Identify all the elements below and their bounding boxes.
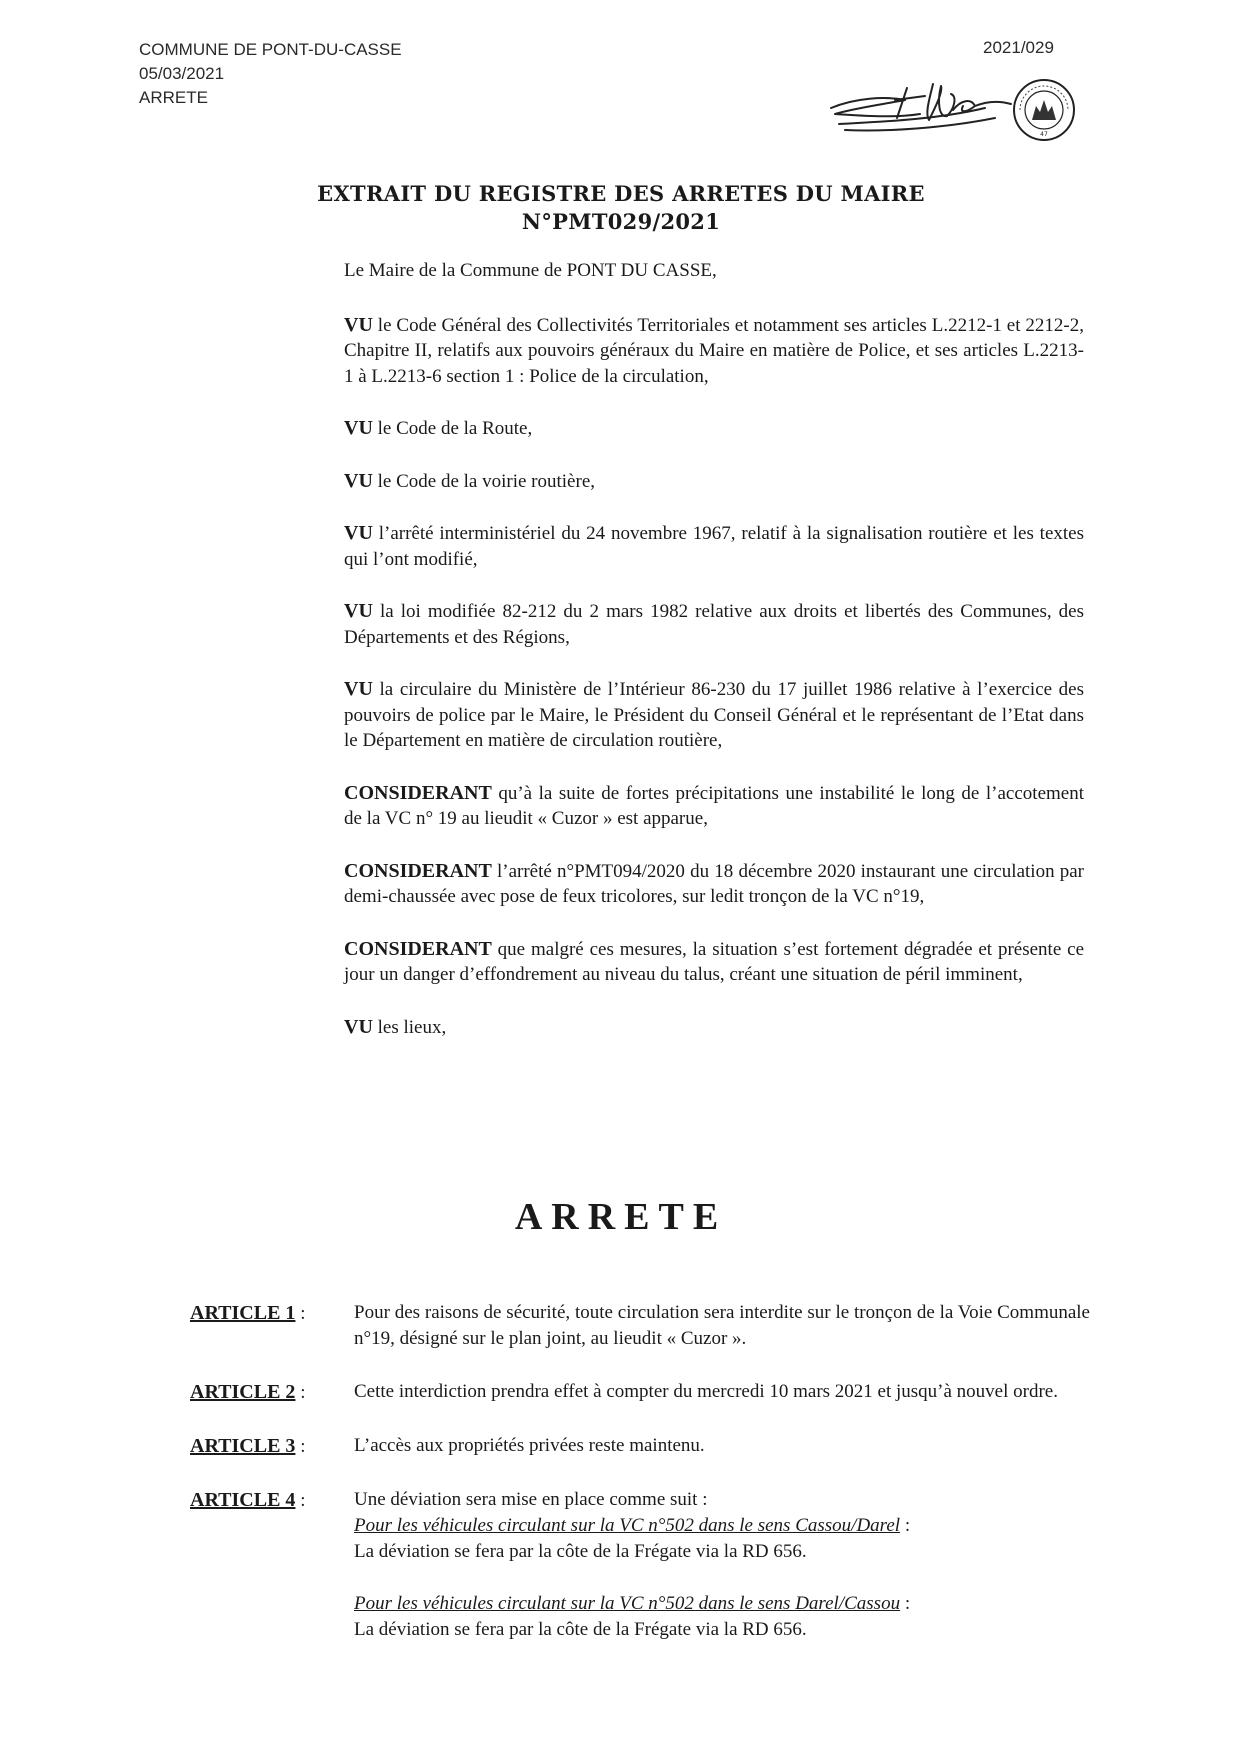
- document-title: [0, 180, 1242, 236]
- article-text: Cette interdiction prendra effet à compter du mercredi 10 mars 2021 et jusqu’à nouvel ordre.: [354, 1381, 1058, 1402]
- recital-keyword: CONSIDERANT: [344, 781, 492, 804]
- recital-paragraph: [344, 677, 1084, 754]
- recital-paragraph: [344, 781, 1084, 832]
- article-number: ARTICLE 3: [190, 1435, 296, 1457]
- article-separator: :: [295, 1382, 306, 1403]
- recital-keyword: VU: [344, 678, 373, 700]
- article-label: [190, 1487, 354, 1643]
- recital-paragraph: [344, 599, 1084, 650]
- article-number: ARTICLE 2: [190, 1381, 296, 1403]
- article-1: [190, 1300, 1090, 1352]
- article-number: ARTICLE 1: [190, 1302, 296, 1324]
- recitals-section: [344, 258, 1084, 1067]
- article-text: L’accès aux propriétés privées reste maintenu.: [354, 1435, 705, 1456]
- commune-seal-icon: [1012, 78, 1076, 142]
- article-2: [190, 1379, 1090, 1406]
- article-4: [190, 1487, 1090, 1643]
- article-label: [190, 1379, 354, 1406]
- recital-text: le Code de la voirie routière,: [372, 470, 595, 492]
- recital-text: qu’à la suite de fortes précipitations une instabilité le long de l’accotement de la VC n° 19 au lieudit « Cuzor » est apparue,: [344, 782, 1084, 829]
- header-block: [139, 38, 402, 110]
- recital-keyword: CONSIDERANT: [344, 859, 492, 882]
- recital-paragraph: [344, 416, 1084, 442]
- article-label: [190, 1300, 354, 1352]
- recital-paragraph: [344, 313, 1084, 390]
- recital-text: que malgré ces mesures, la situation s’est fortement dégradée et présente ce jour un danger d’effondrement au niveau du talus, créant une situation de péril imminent,: [344, 938, 1084, 985]
- article-text: Pour des raisons de sécurité, toute circulation sera interdite sur le tronçon de la Voie Communale n°19, désigné sur le plan joint, au lieudit « Cuzor ».: [354, 1302, 1090, 1349]
- commune-name: COMMUNE DE PONT-DU-CASSE: [139, 40, 402, 59]
- document-type: ARRETE: [139, 88, 208, 107]
- svg-text:47: 47: [1040, 131, 1048, 138]
- article-number: ARTICLE 4: [190, 1489, 296, 1511]
- recital-text: la circulaire du Ministère de l’Intérieur 86-230 du 17 juillet 1986 relative à l’exercice des pouvoirs de police par le Maire, le Président du Conseil Général et le représentant de l’Etat dans le Département en matière de circulation routière,: [344, 679, 1084, 751]
- articles-section: [190, 1300, 1090, 1670]
- recital-paragraph: [344, 469, 1084, 495]
- article-label: [190, 1433, 354, 1460]
- recital-text: l’arrêté interministériel du 24 novembre 1967, relatif à la signalisation routière et les textes qui l’ont modifié,: [344, 523, 1084, 570]
- deviation-route: Pour les véhicules circulant sur la VC n°502 dans le sens Cassou/Darel: [354, 1515, 901, 1536]
- document-reference: 2021/029: [983, 38, 1054, 57]
- recital-text: les lieux,: [372, 1016, 447, 1038]
- deviation-detail: La déviation se fera par la côte de la Frégate via la RD 656.: [354, 1619, 807, 1640]
- deviation-route: Pour les véhicules circulant sur la VC n°502 dans le sens Darel/Cassou: [354, 1593, 901, 1614]
- recital-keyword: VU: [344, 1015, 373, 1038]
- article-separator: :: [295, 1303, 306, 1324]
- recital-text: le Code de la Route,: [372, 418, 533, 439]
- recital-text: la loi modifiée 82-212 du 2 mars 1982 relative aux droits et libertés des Communes, des Départements et des Régions,: [344, 601, 1084, 648]
- recital-keyword: CONSIDERANT: [344, 937, 492, 960]
- article-text: Une déviation sera mise en place comme suit :: [354, 1489, 708, 1510]
- article-separator: :: [295, 1490, 306, 1511]
- deviation-colon: :: [900, 1593, 911, 1614]
- document-date: 05/03/2021: [139, 64, 225, 83]
- recital-text: le Code Général des Collectivités Territoriales et notamment ses articles L.2212-1 et 2212-2, Chapitre II, relatifs aux pouvoirs généraux du Maire en matière de Police, et ses articles L.2213-1 à L.2213-6 section 1 : Police de la circulation,: [344, 314, 1084, 387]
- intro-line: Le Maire de la Commune de PONT DU CASSE,: [344, 260, 717, 281]
- deviation-heading: [354, 1513, 1090, 1539]
- deviation-heading: [354, 1591, 1090, 1617]
- recital-paragraph: [344, 937, 1084, 988]
- title-line-1: EXTRAIT DU REGISTRE DES ARRETES DU MAIRE: [317, 181, 925, 206]
- recital-paragraph: [344, 1015, 1084, 1041]
- recital-keyword: VU: [344, 600, 373, 622]
- article-separator: :: [295, 1436, 306, 1457]
- article-3: [190, 1433, 1090, 1460]
- mayor-signature: [825, 78, 1015, 148]
- recital-keyword: VU: [344, 522, 373, 544]
- recital-paragraph: [344, 859, 1084, 910]
- deviation-detail: La déviation se fera par la côte de la Frégate via la RD 656.: [354, 1541, 807, 1562]
- recital-keyword: VU: [344, 313, 373, 336]
- title-line-2: N°PMT029/2021: [521, 209, 721, 234]
- recital-keyword: VU: [344, 469, 373, 492]
- recital-keyword: VU: [344, 417, 373, 439]
- recital-paragraph: [344, 521, 1084, 572]
- recital-text: l’arrêté n°PMT094/2020 du 18 décembre 2020 instaurant une circulation par demi-chaussée avec pose de feux tricolores, sur ledit tronçon de la VC n°19,: [344, 860, 1084, 907]
- deviation-colon: :: [900, 1515, 911, 1536]
- arrete-heading: ARRETE: [514, 1196, 728, 1238]
